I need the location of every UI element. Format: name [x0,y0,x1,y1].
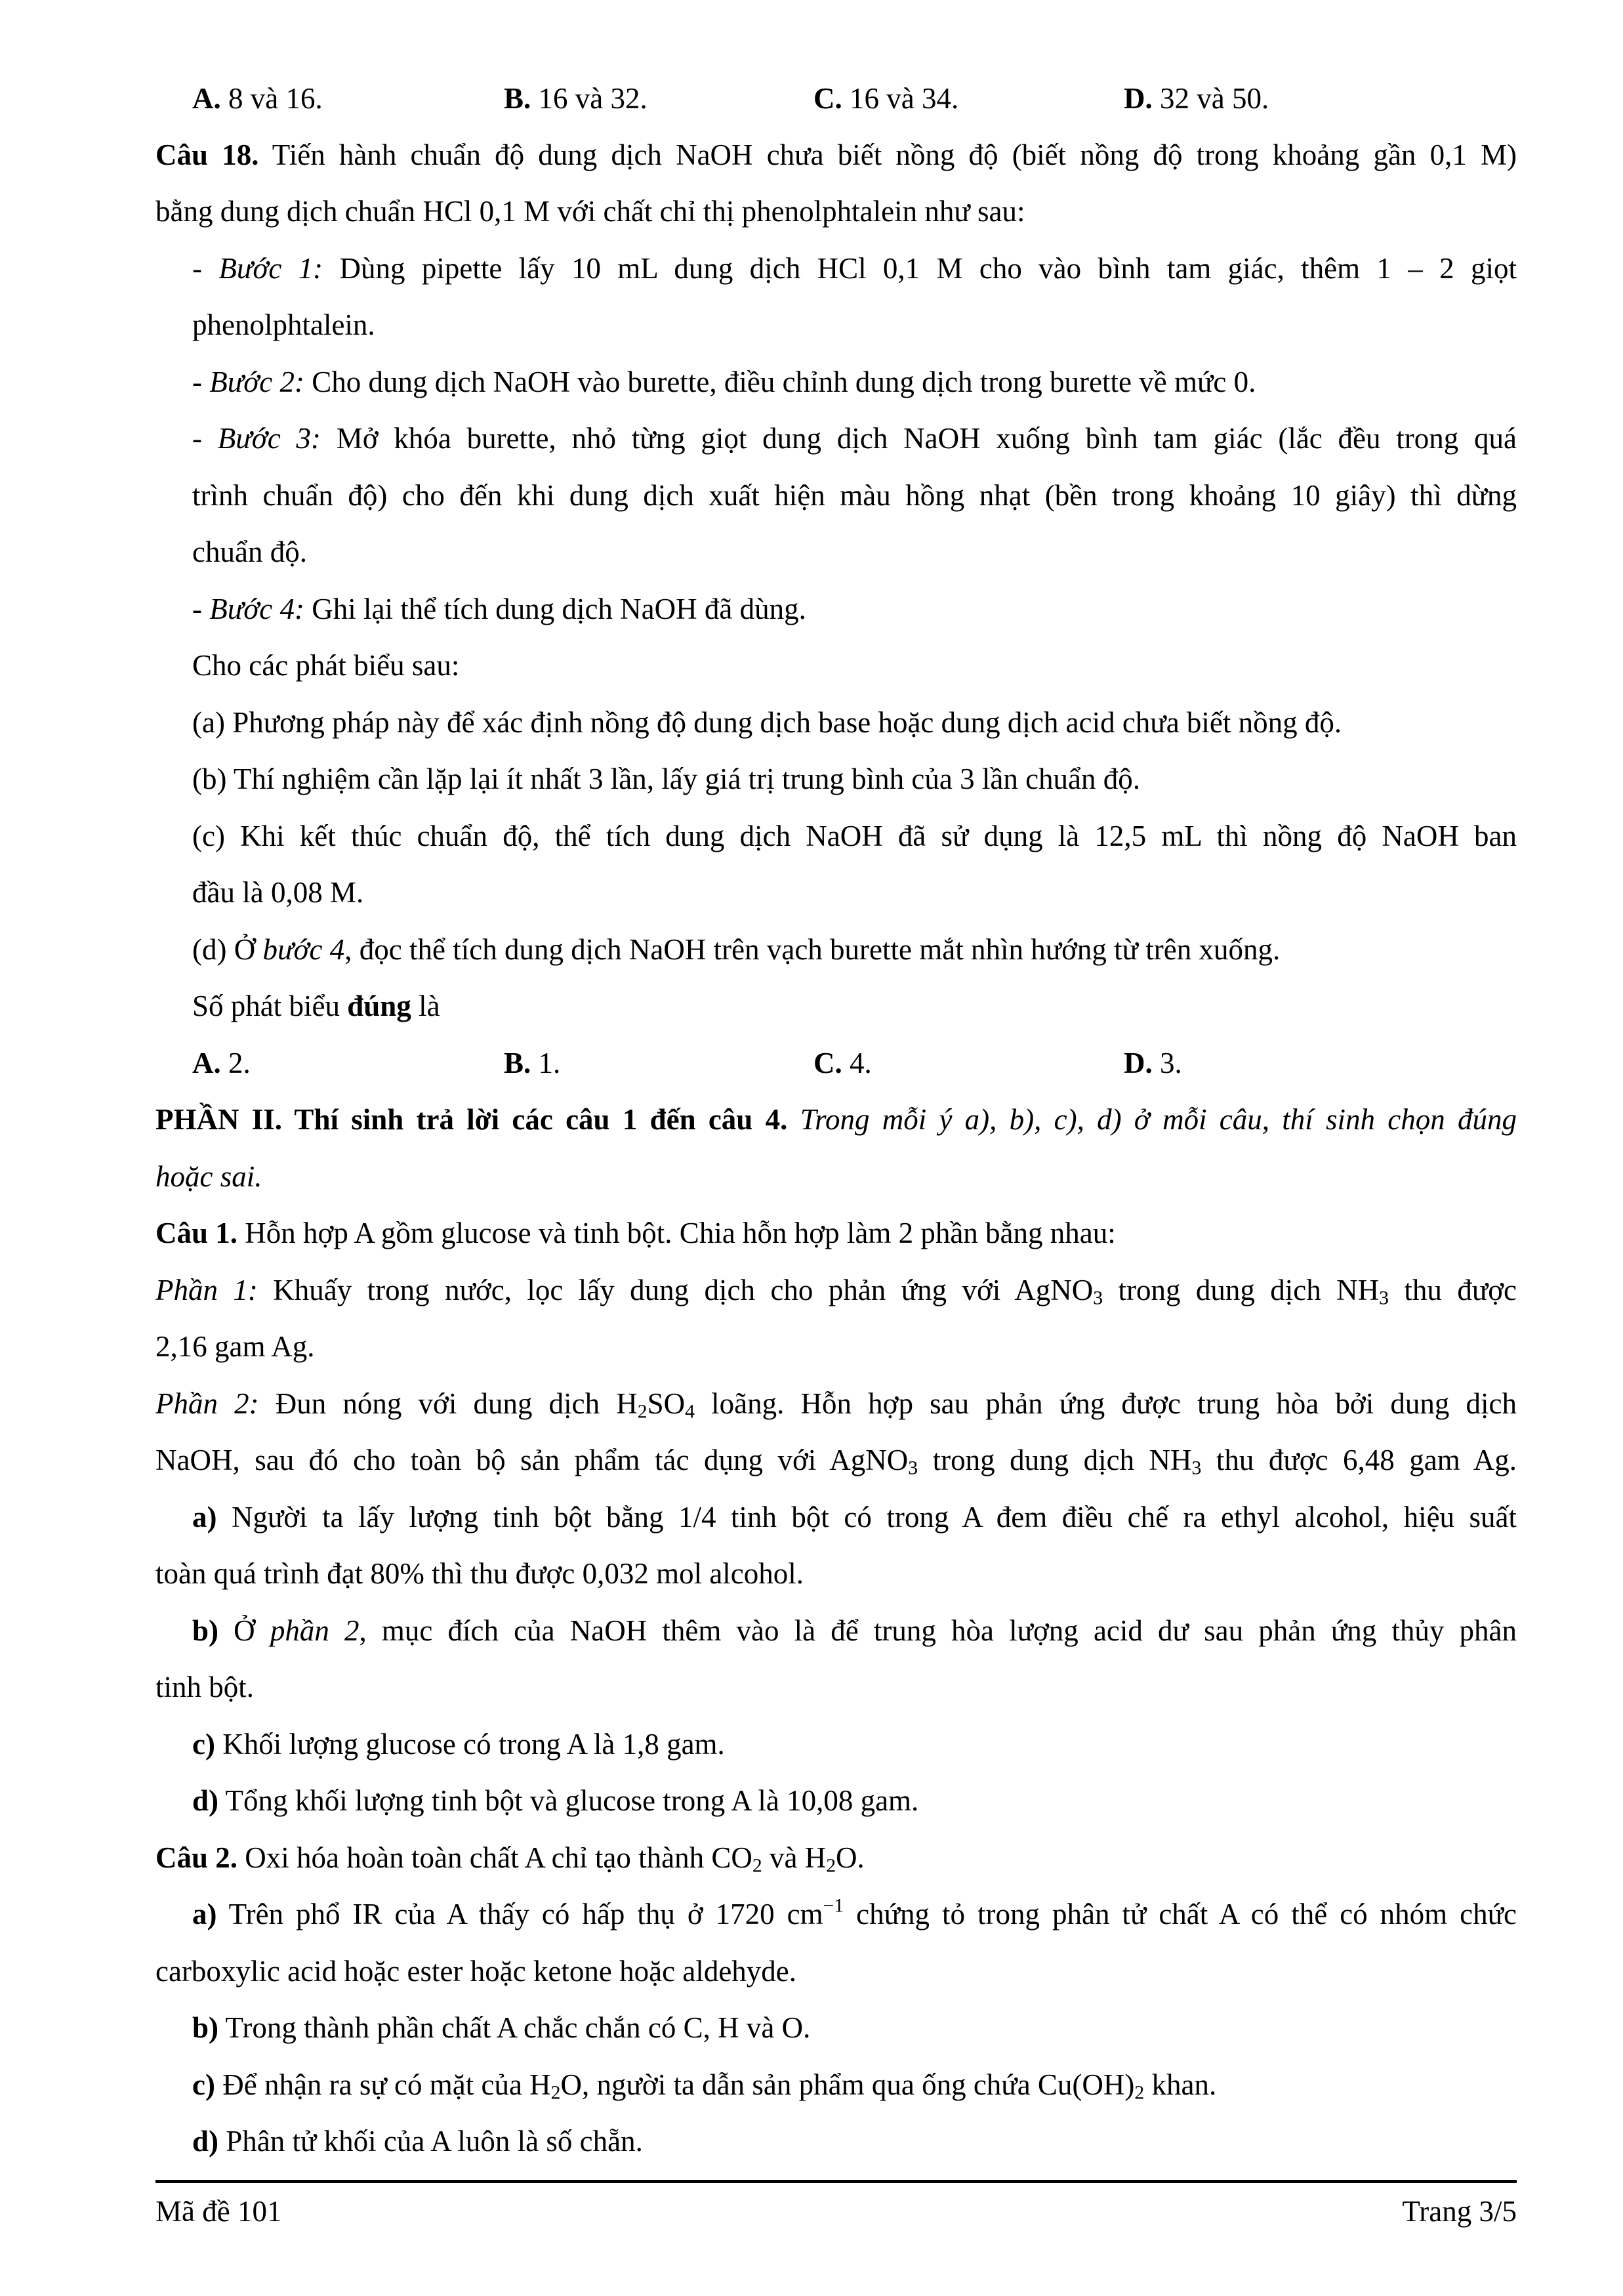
q1-part-1-line-1: Phần 1: Khuấy trong nước, lọc lấy dung dịch cho phản ứng với AgNO$_3$ trong dung dịch $NH_3$ thu được [155,1274,1517,1309]
q18-stem-line-1: Câu 18. Tiến hành chuẩn độ dung dịch NaOH chưa biết nồng độ (biết nồng độ trong khoảng gần 0,1 M) [155,138,1517,171]
q2-item-a-line-2: carboxylic acid hoặc ester hoặc ketone hoặc aldehyde. [155,1955,797,1988]
q18-option-c: C. 4. [813,1047,872,1079]
part-2-heading: PHẦN II. Thí sinh trả lời các câu 1 đến câu 4. Trong mỗi ý a), b), c), d) ở mỗi câu, thí sinh chọn đúng [155,1103,1517,1136]
q18-option-d: D. 3. [1124,1047,1182,1079]
q2-item-d: d) Phân tử khối của A luôn là số chẵn. [192,2125,643,2158]
q17-option-a: A. 8 và 16. [192,82,323,115]
footer-divider [155,2180,1517,2183]
q1-item-b-line-2: tinh bột. [155,1671,255,1703]
q1-item-c: c) Khối lượng glucose có trong A là 1,8 gam. [192,1728,725,1761]
q18-statement-a: (a) Phương pháp này để xác định nồng độ dung dịch base hoặc dung dịch acid chưa biết nồng độ. [192,706,1342,739]
q18-step-1-line-1: - Bước 1: Dùng pipette lấy 10 mL dung dịch HCl 0,1 M cho vào bình tam giác, thêm 1 – 2 giọt [192,252,1517,285]
q18-option-b: B. 1. [504,1047,561,1079]
q18-step-4: - Bước 4: Ghi lại thể tích dung dịch NaOH đã dùng. [192,593,806,625]
q1-stem: Câu 1. Hỗn hợp A gồm glucose và tinh bột. Chia hỗn hợp làm 2 phần bằng nhau: [155,1217,1116,1249]
q18-statement-d: (d) Ở bước 4, đọc thể tích dung dịch NaOH trên vạch burette mắt nhìn hướng từ trên xuống. [192,933,1281,966]
q18-statement-b: (b) Thí nghiệm cần lặp lại ít nhất 3 lần, lấy giá trị trung bình của 3 lần chuẩn độ. [192,762,1141,795]
footer-page-number: Trang 3/5 [1402,2195,1517,2228]
q17-option-b: B. 16 và 32. [504,82,647,115]
q2-item-a-line-1: a) Trên phổ IR của A thấy có hấp thụ ở 1720 $cm^{-1}$ chứng tỏ trong phân tử chất A có thể có nhóm chức [192,1895,1517,1931]
q2-item-c: c) Để nhận ra sự có mặt của $H_2O$, người ta dẫn sản phẩm qua ống chứa $Cu(OH)_2$ khan. [192,2068,1217,2104]
q18-statement-c-line-2: đầu là 0,08 M. [192,876,364,909]
q18-statement-c-line-1: (c) Khi kết thúc chuẩn độ, thể tích dung dịch NaOH đã sử dụng là 12,5 mL thì nồng độ NaOH ban [192,820,1517,852]
q1-part-2-line-2: NaOH, sau đó cho toàn bộ sản phẩm tác dụng với AgNO$_3$ trong dung dịch $NH_3$ thu được 6,48 gam Ag. [155,1444,1517,1479]
q18-step-1-line-2: phenolphtalein. [192,308,375,341]
q18-intro: Cho các phát biểu sau: [192,649,460,682]
q18-stem-line-2: bằng dung dịch chuẩn HCl 0,1 M với chất chỉ thị phenolphtalein như sau: [155,195,1025,228]
q18-step-3-line-2: trình chuẩn độ) cho đến khi dung dịch xuất hiện màu hồng nhạt (bền trong khoảng 10 giây) thì dừng [192,479,1517,512]
q1-item-a-line-1: a) Người ta lấy lượng tinh bột bằng 1/4 tinh bột có trong A đem điều chế ra ethyl alcohol, hiệu suất [192,1501,1517,1534]
q2-stem: Câu 2. Oxi hóa hoàn toàn chất A chỉ tạo thành $CO_2$ và $H_2O$. [155,1841,865,1877]
q1-item-d: d) Tổng khối lượng tinh bột và glucose trong A là 10,08 gam. [192,1784,919,1817]
q1-part-2-line-1: Phần 2: Đun nóng với dung dịch $H_2SO_4$ loãng. Hỗn hợp sau phản ứng được trung hòa bởi dung dịch [155,1387,1517,1423]
q18-step-2: - Bước 2: Cho dung dịch NaOH vào burette, điều chỉnh dung dịch trong burette về mức 0. [192,365,1256,398]
q2-item-b: b) Trong thành phần chất A chắc chắn có C, H và O. [192,2011,811,2044]
footer-exam-code: Mã đề 101 [155,2195,282,2228]
q18-option-a: A. 2. [192,1047,251,1079]
q18-step-3-line-1: - Bước 3: Mở khóa burette, nhỏ từng giọt dung dịch NaOH xuống bình tam giác (lắc đều trong quá [192,422,1517,455]
q18-step-3-line-3: chuẩn độ. [192,535,307,568]
q17-option-d: D. 32 và 50. [1124,82,1269,115]
q18-count-prompt: Số phát biểu đúng là [192,990,440,1022]
q1-item-b-line-1: b) Ở phần 2, mục đích của NaOH thêm vào là để trung hòa lượng acid dư sau phản ứng thủy phân [192,1614,1517,1647]
q17-option-c: C. 16 và 34. [813,82,959,115]
part-2-instruction-line-2: hoặc sai. [155,1160,262,1193]
q1-part-1-line-2: 2,16 gam Ag. [155,1330,315,1363]
q1-item-a-line-2: toàn quá trình đạt 80% thì thu được 0,032 mol alcohol. [155,1557,804,1590]
